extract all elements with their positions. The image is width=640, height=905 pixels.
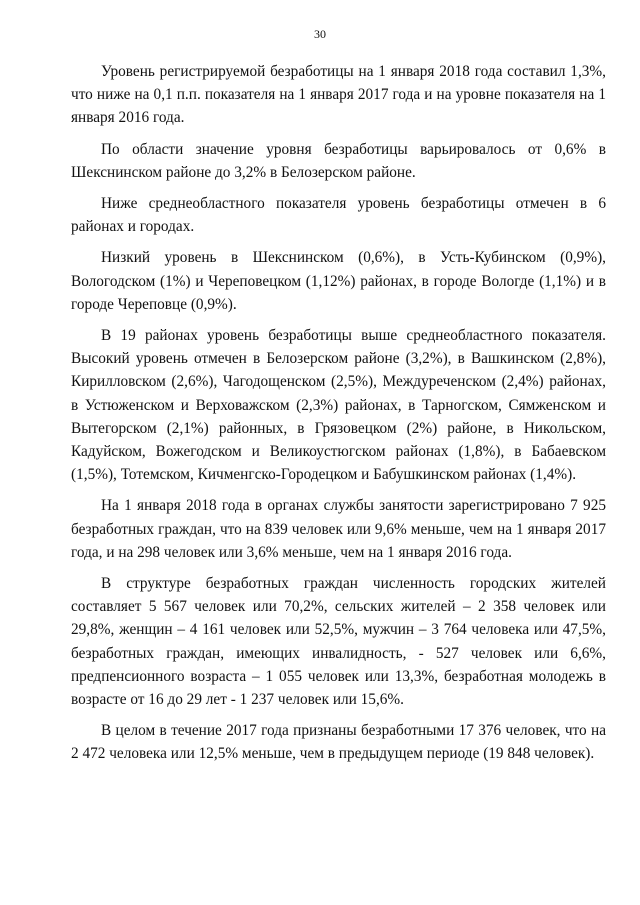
document-body xyxy=(71,60,606,774)
paragraph-low-level-districts: Низкий уровень в Шекснинском (0,6%), в Усть-Кубинском (0,9%), Вологодском (1%) и Череповецком (1,12%) районах, в городе Вологде (1,1%) и в городе Череповце (0,9%). xyxy=(71,249,606,313)
paragraph-below-average: Ниже среднеобластного показателя уровень безработицы отмечен в 6 районах и городах. xyxy=(71,195,606,236)
paragraph-unemployed-structure: В структуре безработных граждан численность городских жителей составляет 5 567 человек или 70,2%, сельских жителей – 2 358 человек или 29,8%, женщин – 4 161 человек или 52,5%, мужчин – 3 764 человека или 47,5%, безработных граждан, имеющих инвалидность, - 527 человек или 6,6%, предпенсионного возраста – 1 055 человек или 13,3%, безработная молодежь в возрасте от 16 до 29 лет - 1 237 человек или 15,6%. xyxy=(71,575,606,709)
paragraph-regional-range: По области значение уровня безработицы варьировалось от 0,6% в Шекснинском районе до 3,2% в Белозерском районе. xyxy=(71,140,606,181)
paragraph-above-average-districts: В 19 районах уровень безработицы выше среднеобластного показателя. Высокий уровень отмечен в Белозерском районе (3,2%), в Вашкинском (2,8%), Кирилловском (2,6%), Чагодощенском (2,5%), Междуреченском (2,4%) районах, в Устюженском и Верховажском (2,3%) районах, в Тарногском, Сямженском и Вытегорском (2,1%) районных, в Грязовецком (2%) районе, в Никольском, Кадуйском, Вожегодском и Великоустюгском районах (1,8%), в Бабаевском (1,5%), Тотемском, Кичменгско-Городецком и Бабушкинском районах (1,4%). xyxy=(71,327,606,484)
paragraph-annual-total: В целом в течение 2017 года признаны безработными 17 376 человек, что на 2 472 человека или 12,5% меньше, чем в предыдущем периоде (19 848 человек). xyxy=(71,722,606,763)
paragraph-unemployment-level: Уровень регистрируемой безработицы на 1 января 2018 года составил 1,3%, что ниже на 0,1 п.п. показателя на 1 января 2017 года и на уровне показателя на 1 января 2016 года. xyxy=(71,63,606,127)
page-number: 30 xyxy=(314,27,326,41)
paragraph-registered-unemployed: На 1 января 2018 года в органах службы занятости зарегистрировано 7 925 безработных граждан, что на 839 человек или 9,6% меньше, чем на 1 января 2017 года, и на 298 человек или 3,6% меньше, чем на 1 января 2016 года. xyxy=(71,497,606,561)
